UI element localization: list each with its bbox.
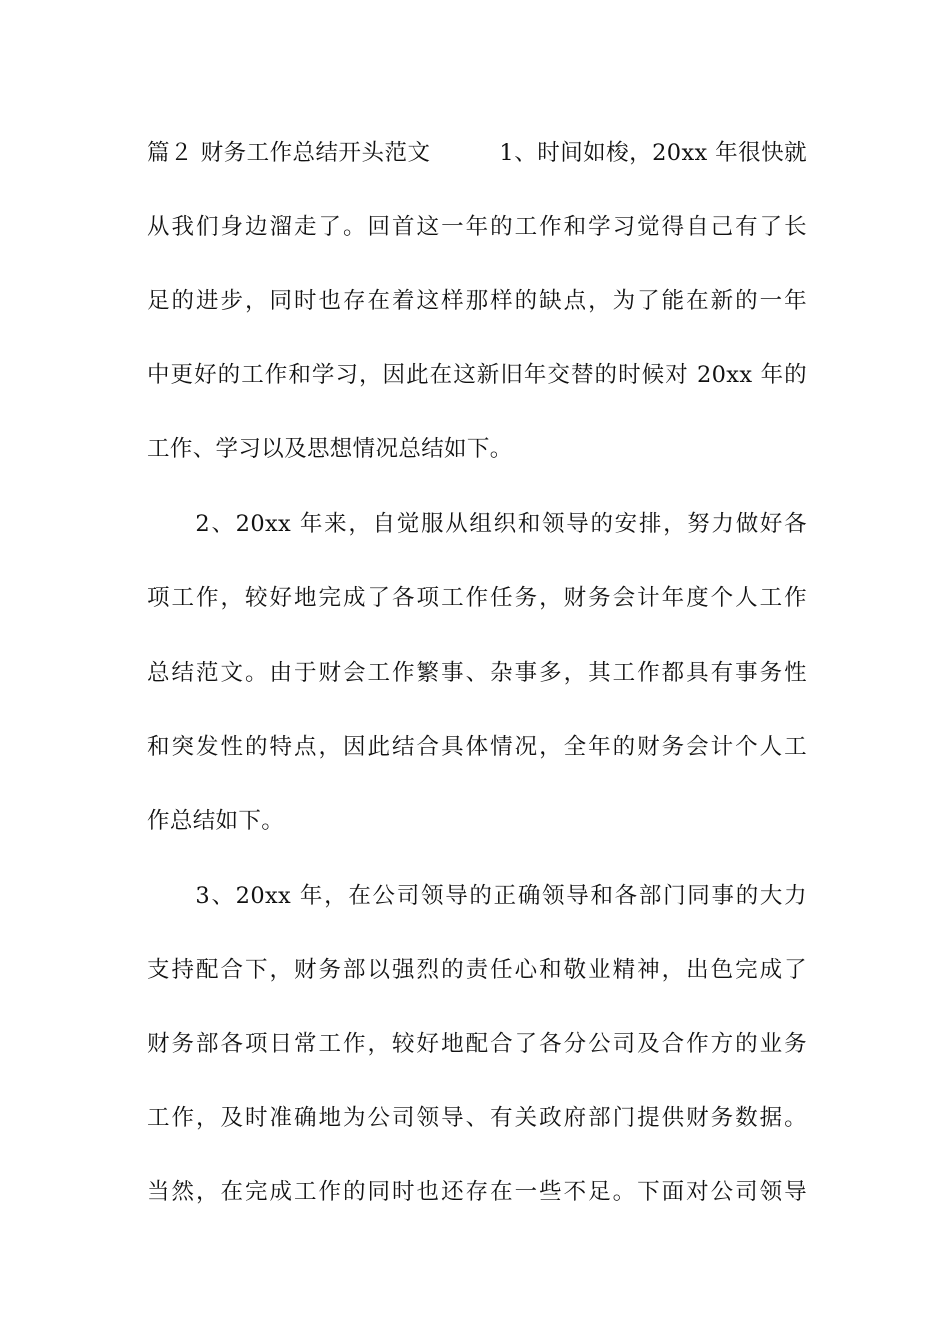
text-line: 总结范文。由于财会工作繁事、杂事多，其工作都具有事务性 xyxy=(147,660,807,686)
text-line: 作总结如下。 xyxy=(147,808,285,834)
text-line: 项工作，较好地完成了各项工作任务，财务会计年度个人工作 xyxy=(147,585,807,611)
text-line: 工作，及时准确地为公司领导、有关政府部门提供财务数据。 xyxy=(147,1105,807,1131)
text-line: 3、20xx 年，在公司领导的正确领导和各部门同事的大力 xyxy=(147,883,807,909)
text-line: 和突发性的特点，因此结合具体情况，全年的财务会计个人工 xyxy=(147,734,807,760)
text-line: 工作、学习以及思想情况总结如下。 xyxy=(147,436,513,462)
text-line: 财务部各项日常工作，较好地配合了各分公司及合作方的业务 xyxy=(147,1031,807,1057)
text-line: 中更好的工作和学习，因此在这新旧年交替的时候对 20xx 年的 xyxy=(147,362,807,388)
text-line: 足的进步，同时也存在着这样那样的缺点，为了能在新的一年 xyxy=(147,288,807,314)
text-line: 从我们身边溜走了。回首这一年的工作和学习觉得自己有了长 xyxy=(147,214,807,240)
text-line: 支持配合下，财务部以强烈的责任心和敬业精神，出色完成了 xyxy=(147,957,807,983)
text-line: 2、20xx 年来，自觉服从组织和领导的安排，努力做好各 xyxy=(147,511,807,537)
text-line: 当然，在完成工作的同时也还存在一些不足。下面对公司领导 xyxy=(147,1179,807,1205)
text-line: 篇２ 财务工作总结开头范文 1、时间如梭，20xx 年很快就 xyxy=(147,140,807,166)
